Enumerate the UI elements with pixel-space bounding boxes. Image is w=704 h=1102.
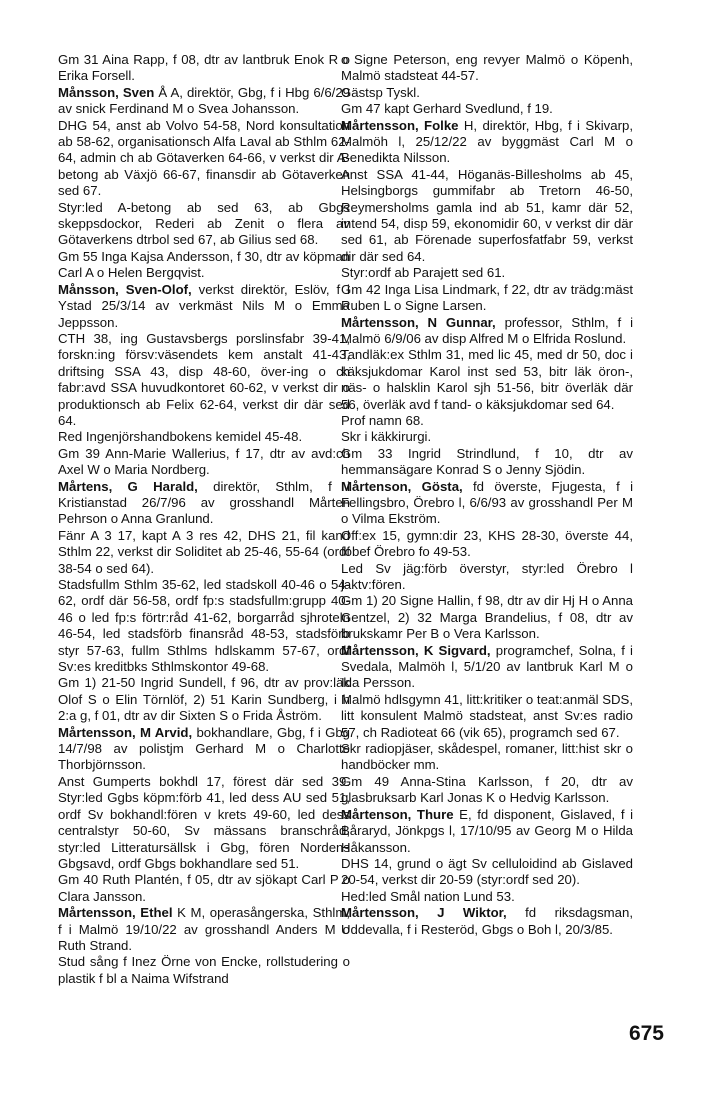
biography-paragraph (58, 774, 350, 872)
entry-name: Mårtensson, N Gunnar, (341, 314, 496, 330)
entry-text: Å A, direktör, Gbg, f i Hbg 6/6/29 av snick Ferdinand M o Svea Johansson. (58, 84, 350, 117)
entry-text: direktör, Sthlm, f i Kristianstad 26/7/96 av grosshandl Mårten Pehrson o Anna Granlund. (58, 478, 350, 527)
entry-text: Fänr A 3 17, kapt A 3 res 42, DHS 21, fil kand Sthlm 22, verkst dir Soliditet ab 25-46, 55-64 (ordf 38-54 o sed 64). (58, 527, 350, 576)
biography-paragraph (341, 347, 633, 413)
entry-name: Mårtenson, Thure (341, 806, 454, 822)
biography-paragraph (58, 429, 350, 445)
biography-entry-header (341, 905, 633, 938)
biography-paragraph (58, 249, 350, 282)
left-column (58, 52, 350, 987)
entry-text: Malmö hdlsgymn 41, litt:kritiker o teat:anmäl SDS, litt konsulent Malmö stadsteat, anst Sv:es radio 57, ch Radioteat 66 (vik 65), programch sed 67. (341, 691, 633, 740)
entry-name: Mårtens, G Harald, (58, 478, 198, 494)
entry-text: CTH 38, ing Gustavsbergs porslinsfabr 39-41, forskn:ing försv:väsendets kem anstalt 41-43, driftsing SSA 43, disp 48-60, över-ing o ch fabr:avd SSA huvudkontoret 60-62, v verkst dir o produktionsch ab Felix 62-64, verkst dir där sed 64. (58, 330, 350, 428)
biography-paragraph (341, 593, 633, 642)
biography-entry-header (58, 85, 350, 118)
entry-text: DHS 14, grund o ägt Sv celluloidind ab Gislaved 20-54, verkst dir 20-59 (styr:ordf sed 20). (341, 855, 633, 888)
biography-paragraph (58, 118, 350, 200)
biography-paragraph (341, 561, 633, 594)
entry-text: Prof namn 68. (341, 412, 424, 428)
biography-paragraph (58, 331, 350, 429)
entry-text: H, direktör, Hbg, f i Skivarp, Malmöh l, 25/12/22 av byggmäst Carl M o Benedikta Nilsson. (341, 117, 633, 166)
biography-paragraph (58, 446, 350, 479)
biography-paragraph (341, 528, 633, 561)
entry-text: Led Sv jäg:förb överstyr, styr:led Örebro l jaktv:fören. (341, 560, 633, 592)
entry-text: Skr i käkkirurgi. (341, 429, 432, 445)
biography-entry-header (58, 479, 350, 528)
biography-paragraph (341, 167, 633, 265)
biography-paragraph (341, 265, 633, 281)
biography-paragraph (58, 52, 350, 85)
entry-text: Off:ex 15, gymn:dir 23, KHS 28-30, överste 44, fobef Örebro fo 49-53. (341, 527, 633, 560)
biography-paragraph (341, 856, 633, 889)
entry-text: Gm 47 kapt Gerhard Svedlund, f 19. (341, 101, 553, 117)
entry-text: Anst SSA 41-44, Höganäs-Billesholms ab 45, Helsingborgs gummifabr ab Tretorn 46-50, Reymersholms gamla ind ab 51, kamr där 52, intend 54, disp 59, ekonomidir 60, v verkst dir där sed 61, ab Förenade superfosfatfabr 59, verkst dir där sed 64. (341, 166, 633, 264)
entry-text: Gm 42 Inga Lisa Lindmark, f 22, dtr av trädg:mäst Ruben L o Signe Larsen. (341, 281, 633, 314)
biography-paragraph (341, 52, 633, 85)
entry-text: fd överste, Fjugesta, f i Fellingsbro, Örebro l, 6/6/93 av grosshandl Per M o Vilma Ekström. (341, 478, 633, 527)
biography-paragraph (341, 774, 633, 807)
entry-text: programchef, Solna, f i Svedala, Malmöh l, 5/1/20 av lantbruk Karl M o Ida Persson. (341, 642, 633, 691)
entry-text: Stadsfullm Sthlm 35-62, led stadskoll 40-46 o 54-62, ordf där 56-58, ordf fp:s stadsfullm:grupp 40-46 o led fp:s förtr:råd 41-62, borgarråd sjhroteln 46-54, led stadsförb finansråd 48-53, stadsförb styr 57-63, fullm Sthlms hdlskamm 57-67, ordf Sv:es kreditbks Sthlmskontor 49-68. (58, 577, 350, 675)
biography-entry-header (341, 643, 633, 692)
entry-name: Månsson, Sven (58, 84, 155, 100)
entry-text: K M, operasångerska, Sthlm, f i Malmö 19/10/22 av grosshandl Anders M o Ruth Strand. (58, 905, 350, 953)
biography-paragraph (58, 528, 350, 577)
entry-text: Skr radiopjäser, skådespel, romaner, litt:hist skr o handböcker mm. (341, 741, 633, 773)
biography-paragraph (341, 692, 633, 741)
biography-paragraph (341, 446, 633, 479)
entry-text: Hed:led Smål nation Lund 53. (341, 888, 515, 904)
entry-text: Red Ingenjörshandbokens kemidel 45-48. (58, 429, 303, 445)
biography-paragraph (341, 413, 633, 429)
entry-text: verkst direktör, Eslöv, f i Ystad 25/3/14 av verkmäst Nils M o Emma Jeppsson. (58, 281, 350, 330)
entry-text: Gm 39 Ann-Marie Wallerius, f 17, dtr av avd:ch Axel W o Maria Nordberg. (58, 445, 350, 478)
biography-paragraph (58, 577, 350, 675)
entry-name: Mårtensson, Folke (341, 117, 459, 133)
entry-text: Gm 1) 21-50 Ingrid Sundell, f 96, dtr av prov:läk Olof S o Elin Törnlöf, 2) 51 Karin Sundberg, i h 2:a g, f 01, dtr av dir Sixten S o Frida Åström. (58, 675, 350, 724)
entry-name: Mårtensson, K Sigvard, (341, 642, 491, 658)
biography-paragraph (341, 85, 633, 101)
entry-text: o Signe Peterson, eng revyer Malmö o Köpenh, Malmö stadsteat 44-57. (341, 52, 633, 84)
entry-name: Mårtenson, Gösta, (341, 478, 463, 494)
biography-entry-header (341, 315, 633, 348)
entry-text: bokhandlare, Gbg, f i Gbg 14/7/98 av polistjm Gerhard M o Charlotte Thorbjörnsson. (58, 724, 350, 773)
biography-paragraph (341, 101, 633, 117)
entry-text: Styr:led A-betong ab sed 63, ab Gbgs skeppsdockor, Rederi ab Zenit o flera av Götaverkens dtrbol sed 67, ab Gilius sed 68. (58, 199, 350, 248)
biography-entry-header (58, 282, 350, 331)
entry-text: Tandläk:ex Sthlm 31, med lic 45, med dr 50, doc i käksjukdomar Karol inst sed 53, bitr läk öron-, näs- o halsklin Karol sjh 51-56, bitr överläk där 56, överläk avd f tand- o käksjukdomar sed 64. (341, 347, 633, 412)
entry-text: Gm 1) 20 Signe Hallin, f 98, dtr av dir Hj H o Anna Gentzel, 2) 32 Marga Brandelius, f 08, dtr av brukskamr Per B o Vera Karlsson. (341, 593, 633, 642)
biography-paragraph (58, 675, 350, 724)
right-column (341, 52, 633, 938)
entry-name: Mårtensson, M Arvid, (58, 724, 193, 740)
entry-name: Mårtensson, J Wiktor, (341, 905, 507, 921)
biography-entry-header (341, 807, 633, 856)
biography-entry-header (341, 118, 633, 167)
entry-text: DHG 54, anst ab Volvo 54-58, Nord konsultation ab 58-62, organisationsch Alfa Laval ab Sthlm 62-64, admin ch ab Götaverken 64-66, v verkst dir A-betong ab Växjö 66-67, finansdir ab Götaverken sed 67. (58, 117, 350, 199)
biography-paragraph (341, 429, 633, 445)
entry-name: Månsson, Sven-Olof, (58, 281, 192, 297)
entry-text: E, fd disponent, Gislaved, f i Båraryd, Jönkpgs l, 17/10/95 av Georg M o Hilda Håkansson. (341, 806, 633, 855)
entry-name: Mårtensson, Ethel (58, 905, 173, 921)
biography-paragraph (341, 889, 633, 905)
biography-paragraph (58, 954, 350, 987)
entry-text: professor, Sthlm, f i Malmö 6/9/06 av disp Alfred M o Elfrida Roslund. (341, 314, 634, 346)
page-number: 675 (628, 1022, 664, 1045)
biography-entry-header (58, 725, 350, 774)
biography-paragraph (341, 282, 633, 315)
biography-paragraph (58, 872, 350, 905)
biography-paragraph (58, 200, 350, 249)
entry-text: Anst Gumperts bokhdl 17, förest där sed 39. Styr:led Ggbs köpm:förb 41, led dess AU sed 51, ordf Sv bokhandl:fören v krets 49-60, led dess centralstyr 50-60, Sv mässans branschråd, styr:led Litteratursällsk i Gbg, fören Nordens Gbgsavd, ordf Gbgs bokhandlare sed 51. (58, 773, 350, 871)
biography-entry-header (58, 905, 350, 954)
entry-text: Gm 31 Aina Rapp, f 08, dtr av lantbruk Enok R o Erika Forsell. (58, 52, 350, 84)
entry-text: Stud sång f Inez Örne von Encke, rollstudering o plastik f bl a Naima Wifstrand (58, 954, 350, 986)
entry-text: fd riksdagsman, Uddevalla, f i Resteröd, Gbgs o Boh l, 20/3/85. (341, 905, 633, 937)
entry-text: Styr:ordf ab Parajett sed 61. (341, 265, 506, 281)
entry-text: Gm 33 Ingrid Strindlund, f 10, dtr av hemmansägare Konrad S o Jenny Sjödin. (341, 445, 633, 478)
entry-text: Gästsp Tyskl. (341, 84, 420, 100)
entry-text: Gm 55 Inga Kajsa Andersson, f 30, dtr av köpman Carl A o Helen Bergqvist. (58, 248, 350, 281)
entry-text: Gm 40 Ruth Plantén, f 05, dtr av sjökapt Carl P o Clara Jansson. (58, 872, 350, 904)
entry-text: Gm 49 Anna-Stina Karlsson, f 20, dtr av glasbruksarb Karl Jonas K o Hedvig Karlsson. (341, 773, 633, 806)
biography-entry-header (341, 479, 633, 528)
biography-paragraph (341, 741, 633, 774)
